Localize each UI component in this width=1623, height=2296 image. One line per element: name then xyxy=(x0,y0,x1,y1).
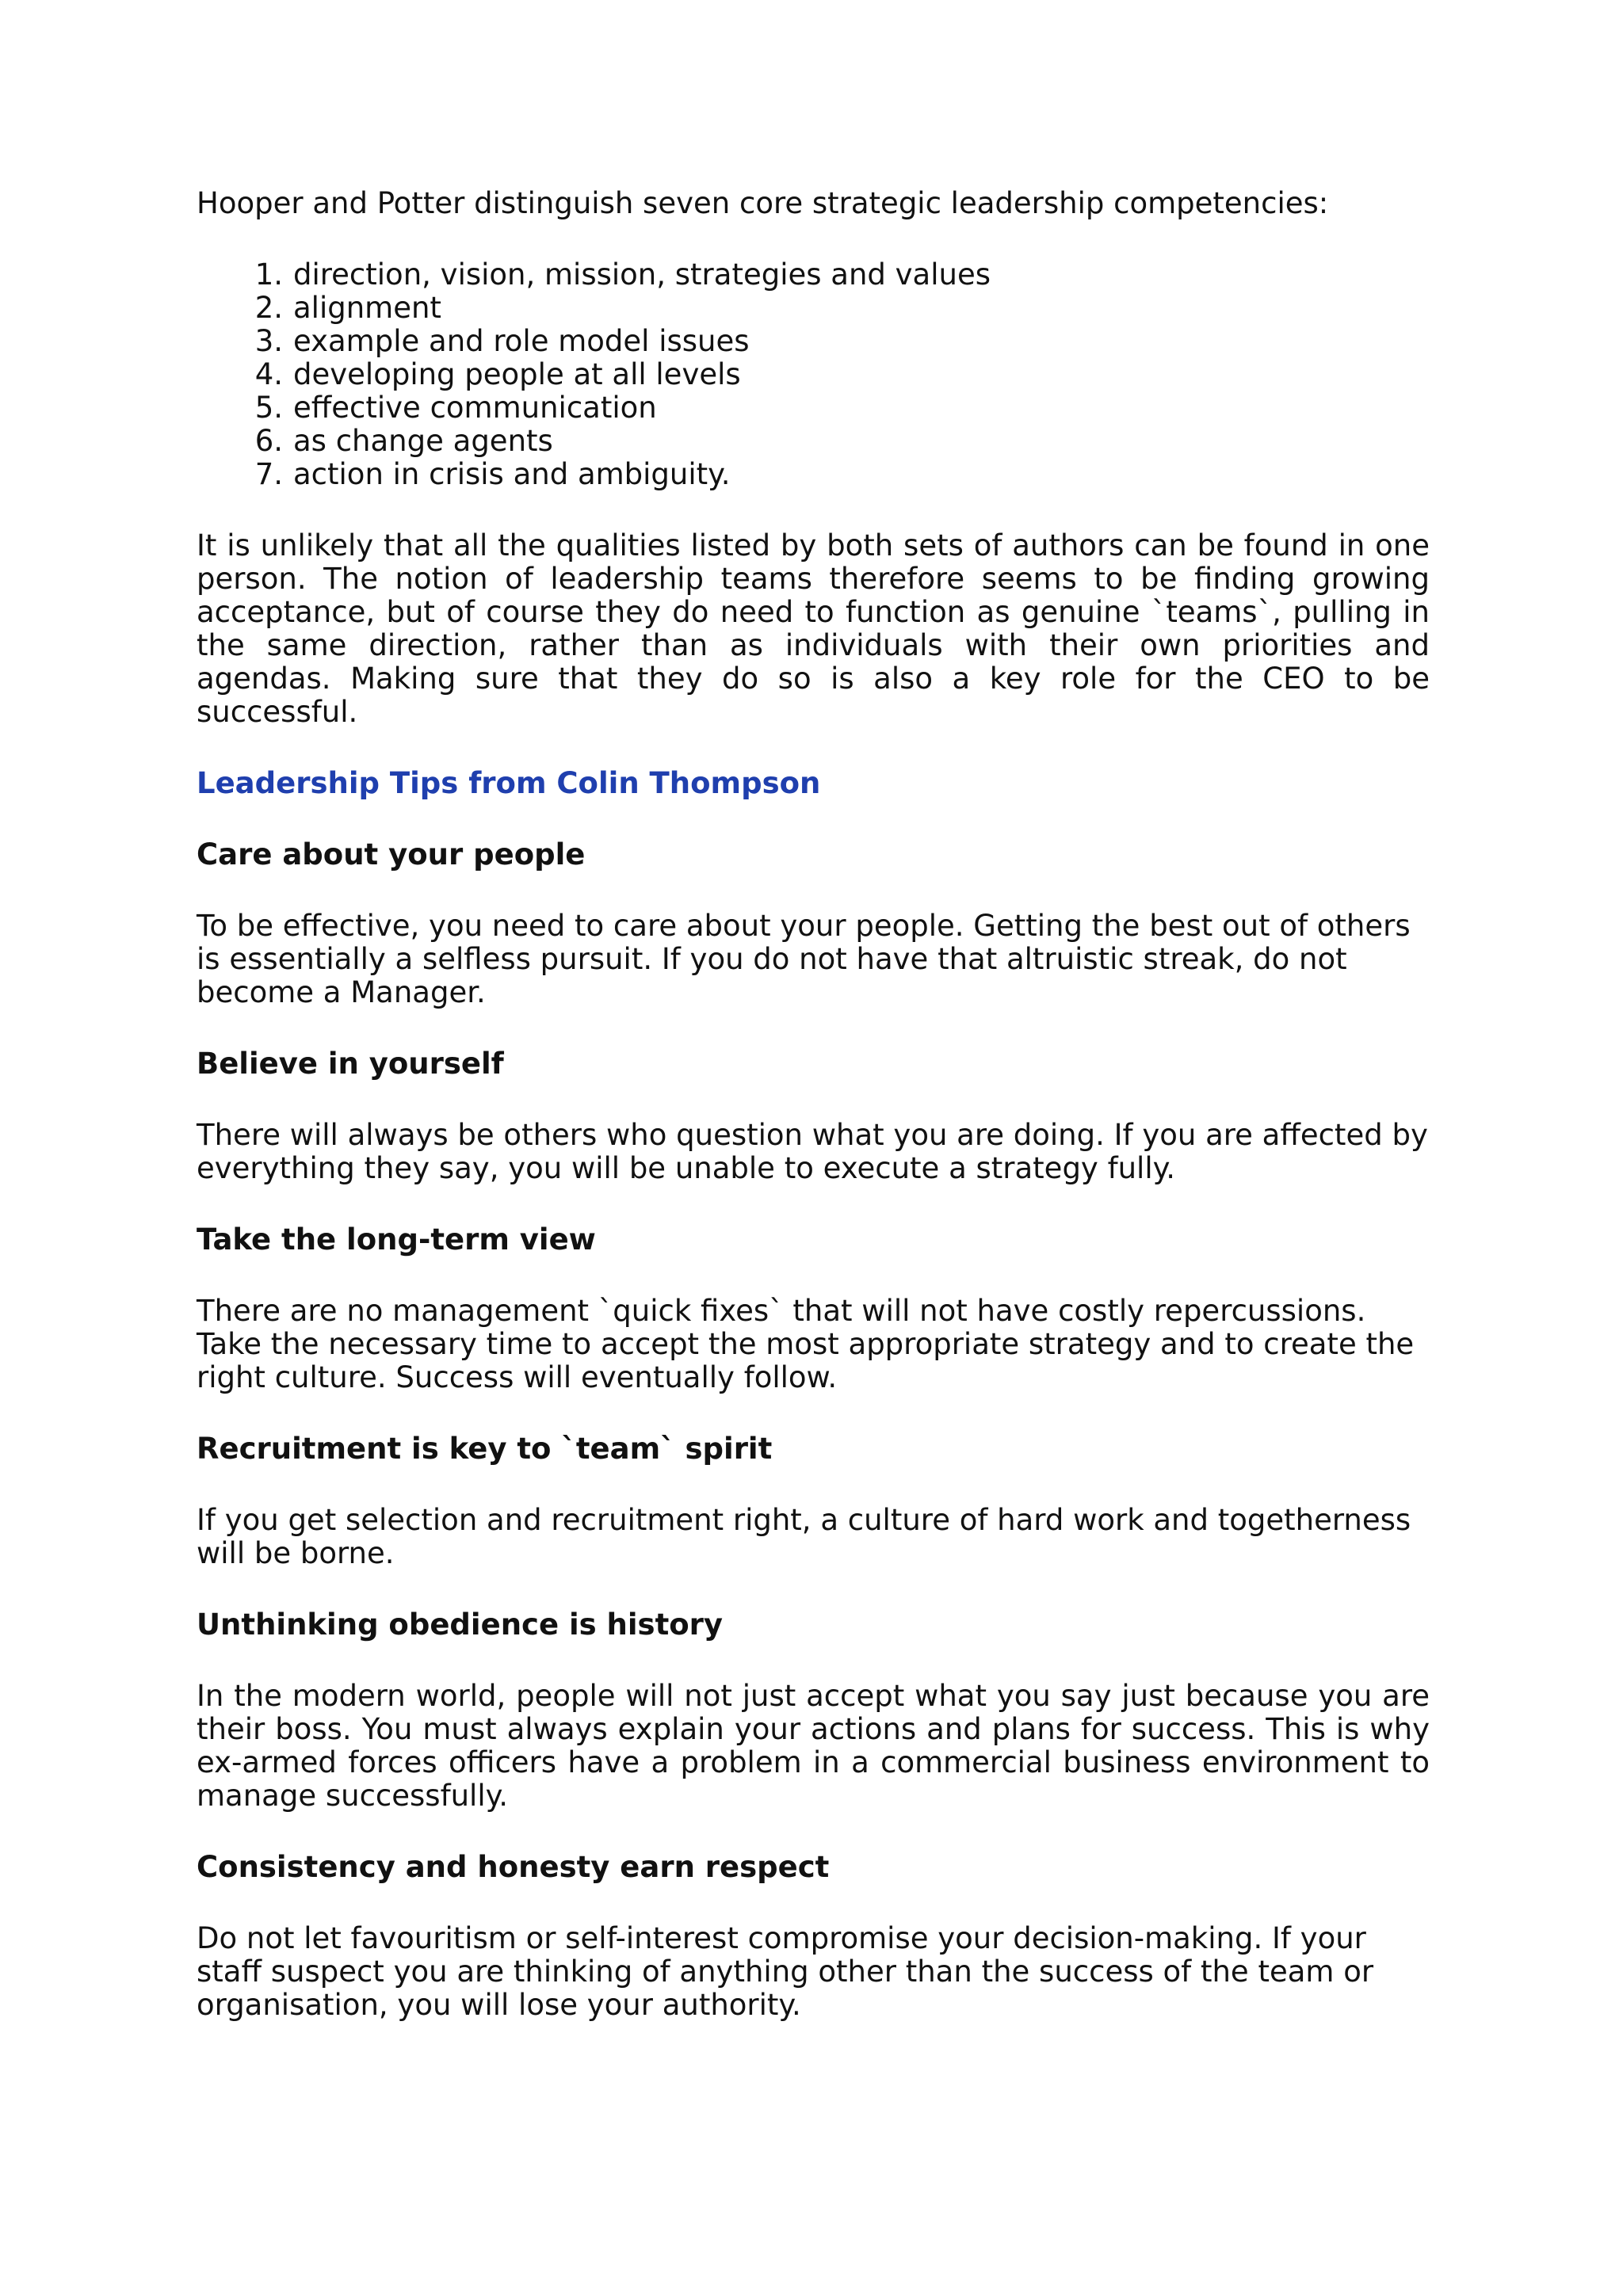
list-item xyxy=(197,458,1430,491)
tip-body-consistency: Do not let favouritism or self-interest compromise your decision-making. If your staff suspect you are thinking of anything other than the success of the team or organisation, you will lose your authority. xyxy=(197,1921,1374,2022)
list-item-text: example and role model issues xyxy=(293,324,750,358)
list-number: 5. xyxy=(254,391,283,425)
list-number: 6. xyxy=(254,424,283,458)
tip-heading-consistency: Consistency and honesty earn respect xyxy=(197,1850,830,1884)
list-item-text: action in crisis and ambiguity. xyxy=(293,457,731,491)
tip-body-obedience: In the modern world, people will not just accept what you say just because you are their boss. You must always explain your actions and plans for success. This is why ex-armed forces officers have a problem in a commercial business environment to manage successfully. xyxy=(197,1679,1430,1813)
competencies-list xyxy=(197,258,1430,491)
list-number: 7. xyxy=(254,457,283,491)
tip-heading-believe: Believe in yourself xyxy=(197,1047,504,1081)
list-item xyxy=(197,292,1430,325)
tip-heading-care: Care about your people xyxy=(197,837,586,871)
tip-body-care: To be effective, you need to care about your people. Getting the best out of others is essentially a selfless pursuit. If you do not have that altruistic streak, do not become a Manager. xyxy=(197,909,1411,1009)
list-number: 3. xyxy=(254,324,283,358)
tip-heading-recruitment: Recruitment is key to `team` spirit xyxy=(197,1432,773,1466)
tip-heading-long-term: Take the long-term view xyxy=(197,1222,596,1257)
intro-text: Hooper and Potter distinguish seven core strategic leadership competencies: xyxy=(197,186,1329,220)
list-item xyxy=(197,391,1430,425)
list-item-text: direction, vision, mission, strategies and values xyxy=(293,257,991,292)
section-title: Leadership Tips from Colin Thompson xyxy=(197,766,821,800)
list-number: 4. xyxy=(254,357,283,391)
list-number: 1. xyxy=(254,257,283,292)
list-item-text: developing people at all levels xyxy=(293,357,741,391)
tip-body-long-term: There are no management `quick fixes` that will not have costly repercussions. Take the necessary time to accept the most appropriate strategy and to create the right culture. Success will eventually follow. xyxy=(197,1294,1415,1394)
tip-body-believe: There will always be others who question what you are doing. If you are affected by everything they say, you will be unable to execute a strategy fully. xyxy=(197,1118,1428,1185)
list-item xyxy=(197,358,1430,391)
tip-heading-obedience: Unthinking obedience is history xyxy=(197,1608,724,1642)
list-number: 2. xyxy=(254,291,283,325)
list-item-text: effective communication xyxy=(293,391,657,425)
list-item xyxy=(197,425,1430,458)
list-item xyxy=(197,258,1430,292)
tip-body-recruitment: If you get selection and recruitment right, a culture of hard work and togetherness will be borne. xyxy=(197,1503,1411,1570)
list-item-text: alignment xyxy=(293,291,441,325)
list-item-text: as change agents xyxy=(293,424,553,458)
body-paragraph: It is unlikely that all the qualities listed by both sets of authors can be found in one person. The notion of leadership teams therefore seems to be finding growing acceptance, but of course they do need to function as genuine `teams`, pulling in the same direction, rather than as individuals with their own priorities and agendas. Making sure that they do so is also a key role for the CEO to be successful. xyxy=(197,528,1430,729)
list-item xyxy=(197,325,1430,358)
